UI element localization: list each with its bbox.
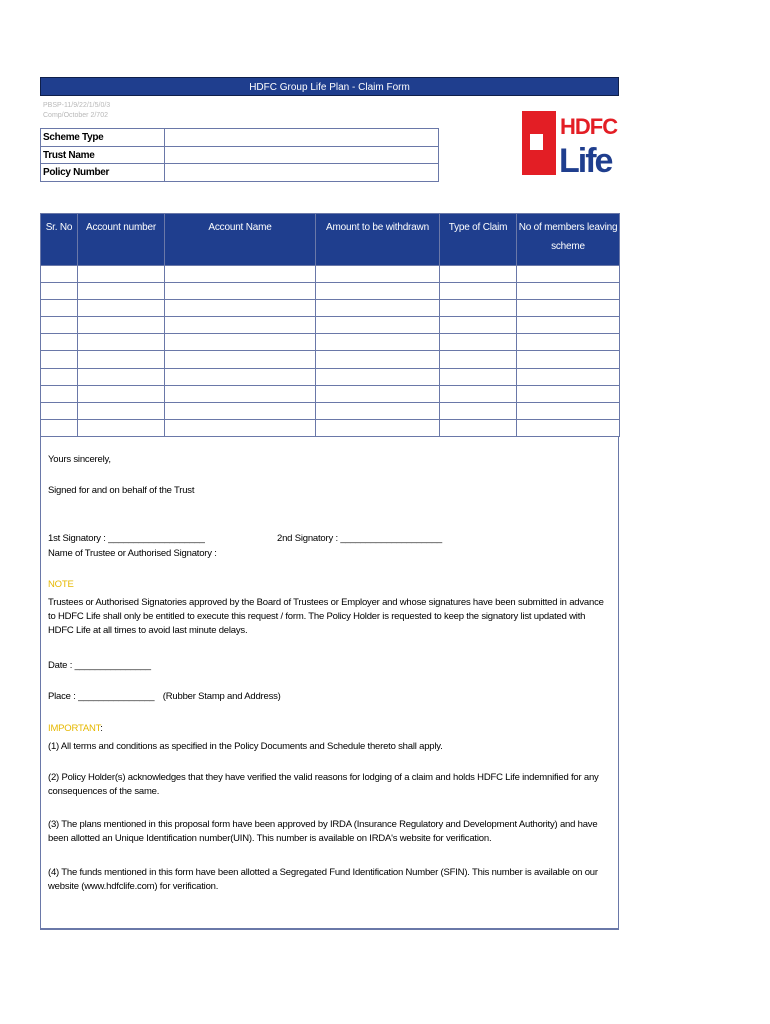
rubber-stamp-label: (Rubber Stamp and Address) bbox=[162, 691, 281, 702]
table-cell[interactable] bbox=[165, 334, 316, 351]
table-cell[interactable] bbox=[78, 300, 165, 317]
table-cell[interactable] bbox=[517, 266, 620, 283]
policy-number-label: Policy Number bbox=[41, 164, 165, 182]
important-item-1: (1) All terms and conditions as specified in the Policy Documents and Schedule thereto shall apply. bbox=[48, 741, 443, 752]
table-cell[interactable] bbox=[440, 317, 517, 334]
trust-name-row bbox=[41, 146, 439, 164]
table-cell[interactable] bbox=[41, 419, 78, 436]
table-cell[interactable] bbox=[440, 419, 517, 436]
table-cell[interactable] bbox=[440, 300, 517, 317]
table-cell[interactable] bbox=[316, 385, 440, 402]
table-cell[interactable] bbox=[440, 385, 517, 402]
table-cell[interactable] bbox=[78, 283, 165, 300]
table-cell[interactable] bbox=[165, 351, 316, 368]
form-code bbox=[43, 101, 110, 121]
table-cell[interactable] bbox=[41, 266, 78, 283]
table-cell[interactable] bbox=[316, 266, 440, 283]
scheme-type-label: Scheme Type bbox=[41, 129, 165, 147]
scheme-type-field[interactable] bbox=[165, 129, 439, 147]
header-sr-no: Sr. No bbox=[41, 214, 78, 266]
table-cell[interactable] bbox=[316, 368, 440, 385]
trust-name-label: Trust Name bbox=[41, 146, 165, 164]
important-item-4: (4) The funds mentioned in this form have been allotted a Segregated Fund Identification Number (SFIN). This number is available on our website (www.hdfclife.com) for verification. bbox=[48, 867, 598, 892]
table-cell[interactable] bbox=[78, 368, 165, 385]
table-cell[interactable] bbox=[316, 300, 440, 317]
table-cell[interactable] bbox=[165, 266, 316, 283]
table-cell[interactable] bbox=[41, 300, 78, 317]
place-line bbox=[48, 690, 612, 704]
table-cell[interactable] bbox=[78, 334, 165, 351]
table-cell[interactable] bbox=[165, 300, 316, 317]
table-cell[interactable] bbox=[41, 402, 78, 419]
second-signatory-field[interactable]: 2nd Signatory : ____________________ bbox=[277, 533, 443, 544]
first-signatory-field[interactable]: 1st Signatory : ___________________ bbox=[48, 533, 205, 544]
table-cell[interactable] bbox=[316, 419, 440, 436]
table-cell[interactable] bbox=[440, 402, 517, 419]
scheme-details-table bbox=[40, 128, 439, 182]
table-row bbox=[41, 351, 620, 368]
table-row bbox=[41, 419, 620, 436]
header-members-leaving: No of members leaving scheme bbox=[517, 214, 620, 266]
logo-text-hdfc: HDFC bbox=[560, 114, 618, 139]
header-amount: Amount to be withdrawn bbox=[316, 214, 440, 266]
table-row bbox=[41, 368, 620, 385]
table-cell[interactable] bbox=[440, 368, 517, 385]
table-row bbox=[41, 317, 620, 334]
hdfc-life-logo bbox=[521, 108, 618, 180]
policy-number-row bbox=[41, 164, 439, 182]
table-cell[interactable] bbox=[165, 402, 316, 419]
table-cell[interactable] bbox=[165, 385, 316, 402]
table-cell[interactable] bbox=[316, 402, 440, 419]
table-cell[interactable] bbox=[440, 334, 517, 351]
policy-number-field[interactable] bbox=[165, 164, 439, 182]
important-colon: : bbox=[100, 723, 103, 734]
header-account-name: Account Name bbox=[165, 214, 316, 266]
table-cell[interactable] bbox=[517, 368, 620, 385]
table-cell[interactable] bbox=[41, 351, 78, 368]
table-cell[interactable] bbox=[316, 334, 440, 351]
declaration-box bbox=[40, 436, 619, 930]
note-label: NOTE bbox=[48, 579, 74, 590]
table-cell[interactable] bbox=[517, 300, 620, 317]
table-cell[interactable] bbox=[41, 334, 78, 351]
table-cell[interactable] bbox=[78, 402, 165, 419]
table-cell[interactable] bbox=[440, 266, 517, 283]
table-cell[interactable] bbox=[517, 283, 620, 300]
header-claim-type: Type of Claim bbox=[440, 214, 517, 266]
date-field[interactable]: Date : _______________ bbox=[48, 660, 151, 671]
form-code-line-1: PBSP-11/9/22/1/5/0/3 bbox=[43, 102, 111, 109]
table-cell[interactable] bbox=[165, 283, 316, 300]
table-cell[interactable] bbox=[41, 283, 78, 300]
table-cell[interactable] bbox=[316, 283, 440, 300]
form-title: HDFC Group Life Plan - Claim Form bbox=[40, 77, 619, 96]
table-cell[interactable] bbox=[440, 351, 517, 368]
table-cell[interactable] bbox=[41, 385, 78, 402]
logo-window bbox=[530, 134, 543, 150]
table-row bbox=[41, 266, 620, 283]
table-cell[interactable] bbox=[165, 317, 316, 334]
table-cell[interactable] bbox=[165, 368, 316, 385]
table-cell[interactable] bbox=[517, 334, 620, 351]
important-item-2: (2) Policy Holder(s) acknowledges that they have verified the valid reasons for lodging of a claim and holds HDFC Life indemnified for any consequences of the same. bbox=[48, 772, 599, 797]
accounts-table-header bbox=[41, 214, 620, 266]
trustee-name-field[interactable]: Name of Trustee or Authorised Signatory : bbox=[48, 548, 217, 559]
table-cell[interactable] bbox=[316, 351, 440, 368]
table-row bbox=[41, 283, 620, 300]
table-cell[interactable] bbox=[517, 385, 620, 402]
signatory-line bbox=[48, 532, 612, 546]
table-cell[interactable] bbox=[165, 419, 316, 436]
scheme-type-row bbox=[41, 129, 439, 147]
table-row bbox=[41, 334, 620, 351]
logo-text-life: Life bbox=[559, 142, 612, 180]
accounts-table bbox=[40, 213, 620, 437]
table-cell[interactable] bbox=[316, 317, 440, 334]
signed-on-behalf: Signed for and on behalf of the Trust bbox=[48, 485, 195, 496]
important-label: IMPORTANT bbox=[48, 723, 101, 734]
important-heading bbox=[48, 722, 612, 736]
header-account-number: Account number bbox=[78, 214, 165, 266]
table-cell[interactable] bbox=[78, 419, 165, 436]
trust-name-field[interactable] bbox=[165, 146, 439, 164]
table-cell[interactable] bbox=[517, 317, 620, 334]
table-cell[interactable] bbox=[517, 419, 620, 436]
table-row bbox=[41, 385, 620, 402]
accounts-table-body bbox=[41, 266, 620, 437]
important-item-3: (3) The plans mentioned in this proposal form have been approved by IRDA (Insurance Regulatory and Development Authority) and have been allotted an Unique Identification number(UIN). This number is available on IRDA's website for verification. bbox=[48, 819, 598, 844]
table-cell[interactable] bbox=[78, 317, 165, 334]
table-cell[interactable] bbox=[41, 368, 78, 385]
yours-sincerely: Yours sincerely, bbox=[48, 454, 111, 465]
table-cell[interactable] bbox=[517, 402, 620, 419]
place-field[interactable]: Place : _______________ bbox=[48, 691, 155, 702]
table-cell[interactable] bbox=[78, 266, 165, 283]
table-cell[interactable] bbox=[41, 317, 78, 334]
table-cell[interactable] bbox=[517, 351, 620, 368]
table-cell[interactable] bbox=[78, 385, 165, 402]
table-row bbox=[41, 300, 620, 317]
table-row bbox=[41, 402, 620, 419]
form-code-line-2: Comp/October 2/702 bbox=[43, 112, 108, 119]
table-cell[interactable] bbox=[78, 351, 165, 368]
table-cell[interactable] bbox=[440, 283, 517, 300]
note-text: Trustees or Authorised Signatories approved by the Board of Trustees or Employer and whose signatures have been submitted in advance to HDFC Life shall only be entitled to execute this request / form. The Policy Holder is requested to keep the signatory list updated with HDFC Life at all times to avoid last minute delays. bbox=[48, 597, 604, 636]
